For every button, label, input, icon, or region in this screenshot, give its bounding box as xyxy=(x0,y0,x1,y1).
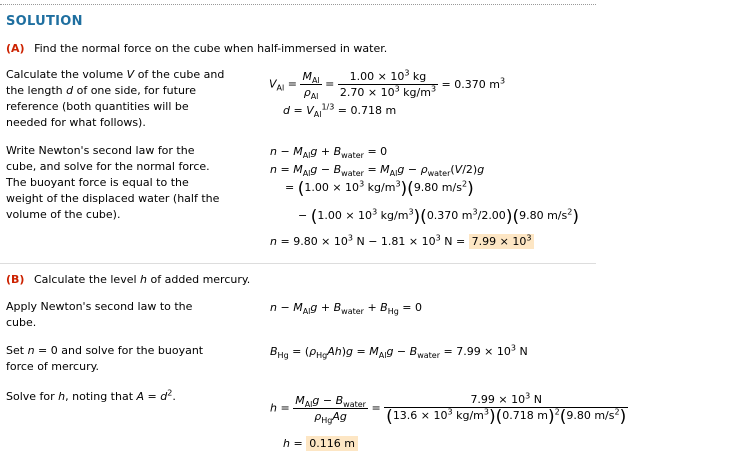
volume-result: = 0.370 $m^3$ xyxy=(441,75,506,91)
newton-eq-1: $n - M_{Al}g + B_{water} = 0$ xyxy=(270,145,388,161)
part-b-answer: 0.116 m xyxy=(306,436,358,451)
part-a-answer: $7.99 \times 10^3$ xyxy=(469,234,535,249)
part-b-step3-text: Solve for h, noting that $A = d^2$. xyxy=(6,388,176,403)
newton-eq-3: = ($1.00 \times 10^3$ $kg/m^3)(9.80$ $m/s^2$) xyxy=(285,179,474,199)
step1-text: Calculate the volume V of the cube and the length d of one side, for future reference (both quantities will be needed for what follows). xyxy=(6,68,225,129)
part-a-letter: (A) xyxy=(6,42,25,55)
part-a-prompt: Find the normal force on the cube when half-immersed in water. xyxy=(34,42,388,55)
side-length-equation: $d = V_{Al}^{1/3} = 0.718$ m xyxy=(283,102,397,120)
part-a-step1-text xyxy=(6,67,226,131)
part-b-eq3: h = $\frac{M_{Al}g - B_{water}}{\rho_{Hg}Ag}$ = $\frac{7.99 \times 10^3 N}{(13.6 \times 10^3 kg/m^3)(0.718 m)^2(9.80 m/s^2)}$ xyxy=(270,391,627,427)
part-b-step1-text xyxy=(6,299,226,331)
numeric-fraction: $\frac{1.00 \times 10^3 kg}{2.70 \times 10^3 kg/m^3}$ xyxy=(339,68,437,99)
part-b-step2-text: Set n = 0 and solve for the buoyant force of mercury. xyxy=(6,344,204,373)
solution-title: SOLUTION xyxy=(6,14,83,29)
frac-num-value: 1.00 × 10 xyxy=(349,70,405,83)
part-b-eq1: $n - M_{Al}g + B_{water} + B_{Hg} = 0$ xyxy=(270,301,423,317)
frac-den-value: 2.70 × 10 xyxy=(339,86,395,99)
part-b-header xyxy=(6,273,250,286)
part-b-letter: (B) xyxy=(6,273,25,286)
top-dotted-rule xyxy=(0,4,596,5)
mass-density-fraction: $\frac{M_{Al}}{\rho_{Al}}$ xyxy=(302,70,320,102)
part-b-eq2: $B_{Hg} = (\rho_{Hg}Ah)g = M_{Al}g - B_{water} = 7.99 \times 10^3$ N xyxy=(270,343,528,361)
section-divider xyxy=(0,263,596,264)
part-a-step2-text xyxy=(6,143,226,223)
h-fraction-symbolic: $\frac{M_{Al}g - B_{water}}{\rho_{Hg}Ag}$ xyxy=(295,394,366,426)
part-b-result: h = 0.116 m xyxy=(283,437,358,450)
h-fraction-numeric: $\frac{7.99 \times 10^3 N}{(13.6 \times 10^3 kg/m^3)(0.718 m)^2(9.80 m/s^2)}$ xyxy=(386,391,627,427)
step2-text: Write Newton's second law for the cube, and solve for the normal force. The buoyant force is equal to the weight of the displaced water (half the volume of the cube). xyxy=(6,144,220,221)
normal-force-result: $n = 9.80 \times 10^3$ $N - 1.81 \times 10^3$ $N = 7.99 \times 10^3$ xyxy=(270,235,534,248)
newton-eq-2: $n = M_{Al}g - B_{water} = M_{Al}g - \rho_{water}(V/2)g$ xyxy=(270,163,485,179)
newton-eq-4: − ($1.00 \times 10^3$ $kg/m^3)(0.370$ $m^3/2.00)(9.80$ $m/s^2$) xyxy=(298,207,579,227)
part-a-header xyxy=(6,42,387,55)
part-b-prompt: Calculate the level h of added mercury. xyxy=(33,273,251,286)
v-sub: Al xyxy=(276,83,285,93)
volume-equation: $V_{Al}$ = $\frac{M_{Al}}{\rho_{Al}}$ = $\frac{1.00 \times 10^3 kg}{2.70 \times 10^3 kg/m^3}$ = 0.370 $m^3$ xyxy=(269,68,506,102)
b-step1-text: Apply Newton's second law to the cube. xyxy=(6,300,193,329)
v-symbol: V xyxy=(269,77,277,91)
